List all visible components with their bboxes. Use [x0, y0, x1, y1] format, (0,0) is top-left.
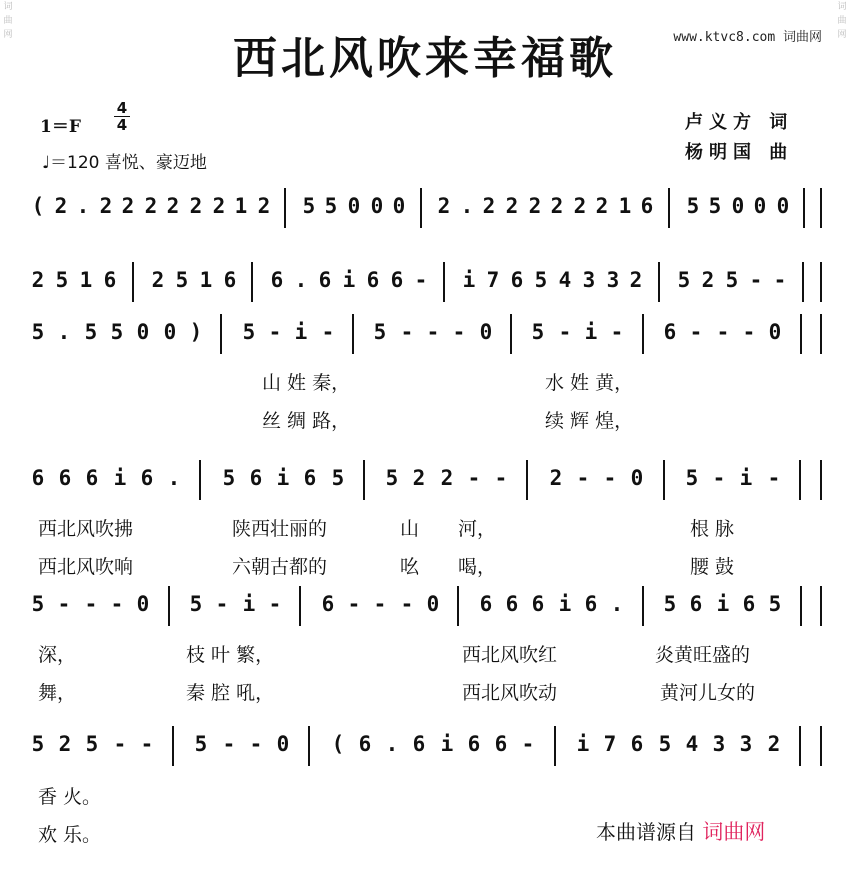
note: - — [712, 466, 726, 490]
barline — [658, 262, 660, 302]
note: 5 — [534, 268, 548, 292]
barline — [554, 726, 556, 766]
note: - — [347, 592, 361, 616]
note: i — [462, 268, 476, 292]
barline-end — [820, 460, 822, 500]
note: 6 — [303, 466, 317, 490]
note: 0 — [370, 194, 384, 218]
note: - — [400, 320, 414, 344]
note: 0 — [392, 194, 406, 218]
note: 5 — [31, 732, 45, 756]
lyric-4a-3: 西北风吹红 — [462, 644, 558, 666]
note: 5 — [768, 592, 782, 616]
barline — [443, 262, 445, 302]
note: 6 — [321, 592, 335, 616]
lyric-3b-1: 西北风吹响 — [38, 556, 134, 578]
barline — [363, 460, 365, 500]
note: 6 — [140, 466, 154, 490]
note: i — [342, 268, 356, 292]
note: 5 — [677, 268, 691, 292]
note: 2 — [549, 466, 563, 490]
note: 5 — [31, 320, 45, 344]
barline — [352, 314, 354, 354]
note: 1 — [79, 268, 93, 292]
note: 2 — [31, 268, 45, 292]
lyric-4b-3: 西北风吹动 — [462, 682, 558, 704]
barline — [199, 460, 201, 500]
barline — [220, 314, 222, 354]
note: 5 — [725, 268, 739, 292]
note: - — [576, 466, 590, 490]
note: 7 — [603, 732, 617, 756]
lyric-4a-1: 深， — [38, 644, 77, 666]
note: i — [739, 466, 753, 490]
barline-end — [820, 314, 822, 354]
note: 5 — [189, 592, 203, 616]
lyric-3b-4: 喝， — [458, 556, 497, 578]
note: 3 — [712, 732, 726, 756]
note: 2 — [629, 268, 643, 292]
barline — [308, 726, 310, 766]
note: 5 — [663, 592, 677, 616]
note: 5 — [686, 194, 700, 218]
site-label[interactable]: www.ktvc8.com 词曲网 — [673, 30, 822, 45]
note: - — [268, 320, 282, 344]
note: 2 — [151, 268, 165, 292]
note: i — [576, 732, 590, 756]
note: 6 — [318, 268, 332, 292]
note: - — [321, 320, 335, 344]
note: - — [249, 732, 263, 756]
lyric-v2-b: 续 辉 煌， — [545, 410, 634, 432]
note: 2 — [144, 194, 158, 218]
note: - — [140, 732, 154, 756]
note: 5 — [110, 320, 124, 344]
barline — [800, 586, 802, 626]
note: 6 — [689, 592, 703, 616]
note: 2 — [412, 466, 426, 490]
note: - — [749, 268, 763, 292]
note: - — [494, 466, 508, 490]
source-brand-link[interactable]: 词曲网 — [702, 820, 766, 844]
note: - — [426, 320, 440, 344]
notation-row-3 — [28, 312, 828, 356]
composer-credit: 杨明国 曲 — [685, 142, 794, 163]
note: . — [167, 466, 181, 490]
note: - — [716, 320, 730, 344]
note: . — [460, 194, 474, 218]
note: - — [603, 466, 617, 490]
lyric-3a-4: 河， — [458, 518, 497, 540]
note: 6 — [31, 466, 45, 490]
barline — [803, 188, 805, 228]
barline — [168, 586, 170, 626]
note: - — [400, 592, 414, 616]
barline — [642, 586, 644, 626]
barline — [642, 314, 644, 354]
barline-end — [820, 586, 822, 626]
barline-end — [820, 726, 822, 766]
note: - — [742, 320, 756, 344]
note: 6 — [510, 268, 524, 292]
note: 2 — [482, 194, 496, 218]
note: i — [242, 592, 256, 616]
note: 2 — [573, 194, 587, 218]
note: i — [584, 320, 598, 344]
song-title: 西北风吹来幸福歌 — [233, 33, 617, 84]
note: 6 — [467, 732, 481, 756]
note: 6 — [663, 320, 677, 344]
key-signature: 1＝F — [40, 117, 81, 137]
note: - — [558, 320, 572, 344]
note: - — [521, 732, 535, 756]
note: 1 — [618, 194, 632, 218]
tempo-mark: ♩＝120 喜悦、豪迈地 — [42, 153, 207, 173]
note: 0 — [136, 592, 150, 616]
note: 1 — [234, 194, 248, 218]
lyric-3b-5: 腰 鼓 — [690, 556, 735, 578]
lyric-3a-5: 根 脉 — [690, 518, 735, 540]
note: - — [113, 732, 127, 756]
note: 6 — [531, 592, 545, 616]
note: - — [767, 466, 781, 490]
note: 7 — [486, 268, 500, 292]
note: 6 — [640, 194, 654, 218]
source-prefix: 本曲谱源自 — [596, 820, 696, 844]
note: 2 — [528, 194, 542, 218]
note: 6 — [412, 732, 426, 756]
lyric-v2-a: 丝 绸 路， — [262, 410, 351, 432]
note: 0 — [163, 320, 177, 344]
barline — [510, 314, 512, 354]
lyric-4a-4: 炎黄旺盛的 — [655, 644, 751, 666]
note: i — [440, 732, 454, 756]
note: i — [113, 466, 127, 490]
barline — [526, 460, 528, 500]
lyric-4a-2: 枝 叶 繁， — [186, 644, 275, 666]
note: 6 — [249, 466, 263, 490]
note: 6 — [223, 268, 237, 292]
lyric-3a-2: 陕西壮丽的 — [232, 518, 328, 540]
note: ( — [31, 194, 45, 218]
note: 5 — [708, 194, 722, 218]
note: - — [452, 320, 466, 344]
note: 0 — [731, 194, 745, 218]
note: 5 — [31, 592, 45, 616]
note: 3 — [739, 732, 753, 756]
note: 6 — [630, 732, 644, 756]
note: 5 — [222, 466, 236, 490]
note: . — [76, 194, 90, 218]
note: - — [110, 592, 124, 616]
lyricist-credit: 卢义方 词 — [685, 112, 794, 133]
note: 4 — [558, 268, 572, 292]
note: 6 — [270, 268, 284, 292]
note: 6 — [494, 732, 508, 756]
note: 5 — [331, 466, 345, 490]
note: 0 — [347, 194, 361, 218]
note: 6 — [358, 732, 372, 756]
note: 5 — [242, 320, 256, 344]
note: 3 — [606, 268, 620, 292]
note: 2 — [437, 194, 451, 218]
note: 5 — [85, 732, 99, 756]
note: 6 — [58, 466, 72, 490]
note: ( — [331, 732, 345, 756]
note: 2 — [121, 194, 135, 218]
note: 2 — [595, 194, 609, 218]
note: 6 — [85, 466, 99, 490]
notation-row-6 — [28, 724, 828, 768]
note: 5 — [531, 320, 545, 344]
note: 0 — [479, 320, 493, 344]
note: 6 — [584, 592, 598, 616]
note: - — [773, 268, 787, 292]
note: 0 — [630, 466, 644, 490]
note: - — [57, 592, 71, 616]
note: 2 — [505, 194, 519, 218]
lyric-4b-2: 秦 腔 吼， — [186, 682, 275, 704]
note: 5 — [685, 466, 699, 490]
note: 0 — [136, 320, 150, 344]
note: 0 — [426, 592, 440, 616]
note: 2 — [99, 194, 113, 218]
time-signature: 4 4 — [114, 100, 130, 133]
note: - — [268, 592, 282, 616]
note: . — [294, 268, 308, 292]
barline — [457, 586, 459, 626]
lyric-4b-4: 黄河儿女的 — [660, 682, 756, 704]
barline — [800, 314, 802, 354]
note: 6 — [505, 592, 519, 616]
notation-row-2 — [28, 260, 828, 304]
note: 2 — [440, 466, 454, 490]
lyric-3a-1: 西北风吹拂 — [38, 518, 134, 540]
barline — [420, 188, 422, 228]
note: 5 — [84, 320, 98, 344]
note: 1 — [199, 268, 213, 292]
note: 5 — [385, 466, 399, 490]
barline — [299, 586, 301, 626]
left-watermark: 词曲网 — [3, 2, 13, 40]
barline — [663, 460, 665, 500]
notation-row-1 — [28, 186, 828, 230]
note: 6 — [742, 592, 756, 616]
note: 2 — [166, 194, 180, 218]
barline — [172, 726, 174, 766]
barline-end — [820, 188, 822, 228]
note: 5 — [55, 268, 69, 292]
lyric-3a-3: 山 — [400, 518, 420, 540]
note: 0 — [753, 194, 767, 218]
note: i — [276, 466, 290, 490]
barline-end — [820, 262, 822, 302]
note: 0 — [768, 320, 782, 344]
lyric-3b-2: 六朝古都的 — [232, 556, 328, 578]
note: - — [373, 592, 387, 616]
note: 5 — [194, 732, 208, 756]
right-watermark: 词曲网 — [837, 2, 847, 40]
note: 4 — [685, 732, 699, 756]
note: - — [222, 732, 236, 756]
note: 3 — [582, 268, 596, 292]
note: 0 — [776, 194, 790, 218]
barline — [802, 262, 804, 302]
note: 6 — [366, 268, 380, 292]
note: 5 — [324, 194, 338, 218]
notation-row-4 — [28, 458, 828, 502]
note: - — [215, 592, 229, 616]
note: 2 — [58, 732, 72, 756]
note: . — [57, 320, 71, 344]
note: i — [294, 320, 308, 344]
note: 5 — [658, 732, 672, 756]
barline — [799, 460, 801, 500]
note: 2 — [189, 194, 203, 218]
lyric-v1-b: 水 姓 黄， — [545, 372, 634, 394]
source-note — [596, 816, 765, 846]
note: - — [84, 592, 98, 616]
barline — [668, 188, 670, 228]
barline — [251, 262, 253, 302]
note: 2 — [767, 732, 781, 756]
note: - — [467, 466, 481, 490]
lyric-5b: 欢 乐。 — [38, 824, 102, 846]
lyric-4b-1: 舞， — [38, 682, 77, 704]
notation-row-5 — [28, 584, 828, 628]
barline — [284, 188, 286, 228]
note: 0 — [276, 732, 290, 756]
lyric-3b-3: 吆 — [400, 556, 420, 578]
note: 2 — [257, 194, 271, 218]
note: 2 — [701, 268, 715, 292]
barline — [132, 262, 134, 302]
note: - — [610, 320, 624, 344]
note: 6 — [479, 592, 493, 616]
note: i — [716, 592, 730, 616]
note: 6 — [103, 268, 117, 292]
note: . — [610, 592, 624, 616]
note: 6 — [390, 268, 404, 292]
note: ) — [189, 320, 203, 344]
barline — [799, 726, 801, 766]
note: - — [689, 320, 703, 344]
note: i — [558, 592, 572, 616]
note: - — [414, 268, 428, 292]
note: 5 — [373, 320, 387, 344]
note: 2 — [550, 194, 564, 218]
note: 5 — [302, 194, 316, 218]
note: 5 — [175, 268, 189, 292]
lyric-v1-a: 山 姓 秦， — [262, 372, 351, 394]
note: 2 — [54, 194, 68, 218]
note: . — [385, 732, 399, 756]
note: 2 — [212, 194, 226, 218]
lyric-5a: 香 火。 — [38, 786, 102, 808]
